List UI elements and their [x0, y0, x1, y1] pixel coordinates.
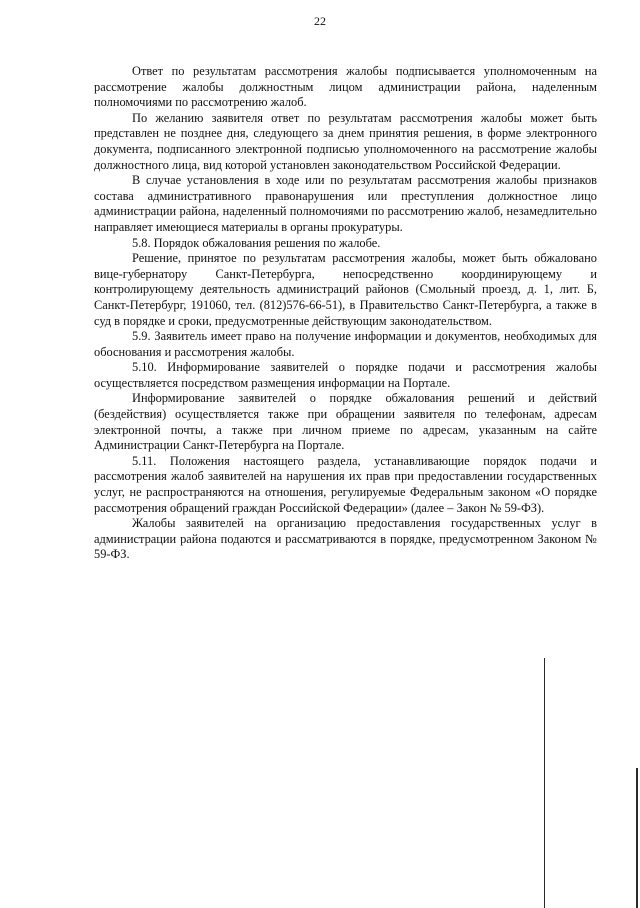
paragraph-section-5-8: 5.8. Порядок обжалования решения по жалобе.: [132, 235, 381, 250]
paragraph-section-5-11: 5.11. Положения настоящего раздела, устанавливающие порядок подачи и рассмотрения жалоб заявителей на нарушения их прав при предоставлении государственных услуг, не распространяются на отношения, регулируемые Федеральным законом «О порядке рассмотрения обращений граждан Российской Федерации» (далее – Закон № 59-ФЗ).: [94, 453, 597, 515]
page-number: 22: [314, 14, 326, 28]
paragraph-prosecutor-referral: В случае установления в ходе или по результатам рассмотрения жалобы признаков состава административного правонарушения или преступления должностное лицо администрации района, наделенный полномочиями по рассмотрению жалоб, незамедлительно направляет имеющиеся материалы в органы прокуратуры.: [94, 173, 597, 234]
paragraph-law-59-fz: Жалобы заявителей на организацию предоставления государственных услуг в администрации района подаются и рассматриваются в порядке, предусмотренном Законом № 59-ФЗ.: [94, 516, 597, 562]
scan-edge-line: [636, 768, 638, 908]
paragraph-appeal-decision: Решение, принятое по результатам рассмотрения жалобы, может быть обжаловано вице-губернатору Санкт-Петербурга, непосредственно координирующему и контролирующему деятельность администраций районов (Смольный проезд, д. 1, лит. Б, Санкт-Петербург, 191060, тел. (812)576-66-51), в Правительство Санкт-Петербурга, а также в суд в порядке и сроки, предусмотренные действующим законодательством.: [94, 251, 597, 328]
paragraph-section-5-10: 5.10. Информирование заявителей о порядке подачи и рассмотрения жалобы осуществляется посредством размещения информации на Портале.: [94, 360, 597, 390]
paragraph-response-signature: Ответ по результатам рассмотрения жалобы подписывается уполномоченным на рассмотрение жалобы должностным лицом администрации района, наделенным полномочиями по рассмотрению жалоб.: [94, 64, 597, 110]
paragraph-section-5-9: 5.9. Заявитель имеет право на получение информации и документов, необходимых для обоснования и рассмотрения жалобы.: [94, 329, 597, 359]
paragraph-informing-applicants: Информирование заявителей о порядке обжалования решений и действий (бездействия) осуществляется также при обращении заявителя по телефонам, адресам электронной почты, а также при личном приеме по адресам, указанным на сайте Администрации Санкт-Петербурга на Портале.: [94, 391, 597, 453]
paragraph-electronic-response: По желанию заявителя ответ по результатам рассмотрения жалобы может быть представлен не позднее дня, следующего за днем принятия решения, в форме электронного документа, подписанного электронной подписью уполномоченного на рассмотрение жалобы должностного лица, вид которой установлен законодательством Российской Федерации.: [94, 110, 597, 172]
document-body: [94, 64, 597, 563]
scan-artifact-line: [544, 658, 545, 908]
